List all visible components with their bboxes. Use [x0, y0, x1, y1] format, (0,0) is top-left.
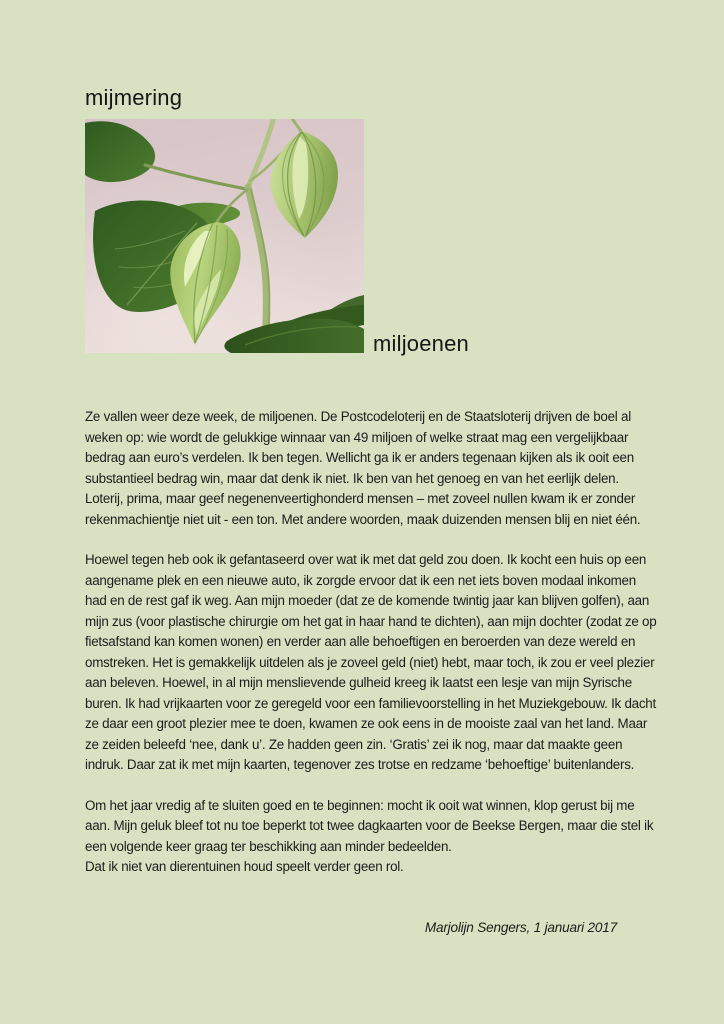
- page-title: mijmering: [85, 85, 183, 110]
- paragraph-2-text: Hoewel tegen heb ook ik gefantaseerd over wat ik met dat geld zou doen. Ik kocht een huis op een aangename plek en een nieuwe auto, ik zorgde ervoor dat ik een net iets boven modaal inkomen had en de rest gaf ik weg. Aan mijn moeder (dat ze de komende twintig jaar kan blijven golfen), aan mijn zus (voor plastische chirurgie om het gat in haar hand te dichten), aan mijn dochter (zodat ze op fietsafstand kan komen wonen) en verder aan alle behoeftigen en beroerden van deze wereld en omstreken. Het is gemakkelijk uitdelen als je zoveel geld (niet) hebt, maar toch, ik zou er veel plezier aan beleven. Hoewel, in al mijn menslievende gulheid kreeg ik laatst een lesje van mijn Syrische buren. Ik had vrijkaarten voor ze geregeld voor een familievoorstelling in het Muziekgebouw. Ik dacht ze daar een groot plezier mee te doen, kwamen ze ook eens in de mooiste zaal van het land. Maar ze zeiden beleefd ‘nee, dank u’. Ze hadden geen zin. ‘Gratis’ zei ik nog, maar dat maakte geen indruk. Daar zat ik met mijn kaarten, tegenover zes trotse en redzame ‘behoeftige’ buitenlanders.: [85, 552, 657, 772]
- paragraph-1-text: Ze vallen weer deze week, de miljoenen. De Postcodeloterij en de Staatsloterij drijven de boel al weken op: wie wordt de gelukkige winnaar van 49 miljoen of welke straat mag een vergelijkbaar bedrag aan euro’s verdelen. Ik ben tegen. Wellicht ga ik er anders tegenaan kijken als ik ooit een substantieel bedrag win, maar dat denk ik niet. Ik ben van het genoeg en van het eerlijk delen. Loterij, prima, maar geef negenenveertighonderd mensen – met zoveel nullen kwam ik er zonder rekenmachientje niet uit - een ton. Met andere woorden, maak duizenden mensen blij en niet één.: [85, 409, 641, 527]
- paragraph-3: [85, 796, 659, 878]
- plant-photo-illustration: [85, 119, 364, 353]
- paragraph-1: [85, 407, 659, 530]
- subtitle: miljoenen: [373, 331, 469, 356]
- signature: Marjolijn Sengers, 1 januari 2017: [424, 919, 617, 935]
- paragraph-3-text-line-2: Dat ik niet van dierentuinen houd speelt verder geen rol.: [85, 859, 404, 874]
- article-body: [85, 407, 659, 878]
- figure-row: [85, 119, 659, 356]
- plant-photo: [85, 119, 364, 353]
- paragraph-3-text: Om het jaar vredig af te sluiten goed en te beginnen: mocht ik ooit wat winnen, klop gerust bij me aan. Mijn geluk bleef tot nu toe beperkt tot twee dagkaarten voor de Beekse Bergen, maar die stel ik een volgende keer graag ter beschikking aan minder bedeelden.: [85, 797, 654, 854]
- paragraph-2: [85, 550, 659, 776]
